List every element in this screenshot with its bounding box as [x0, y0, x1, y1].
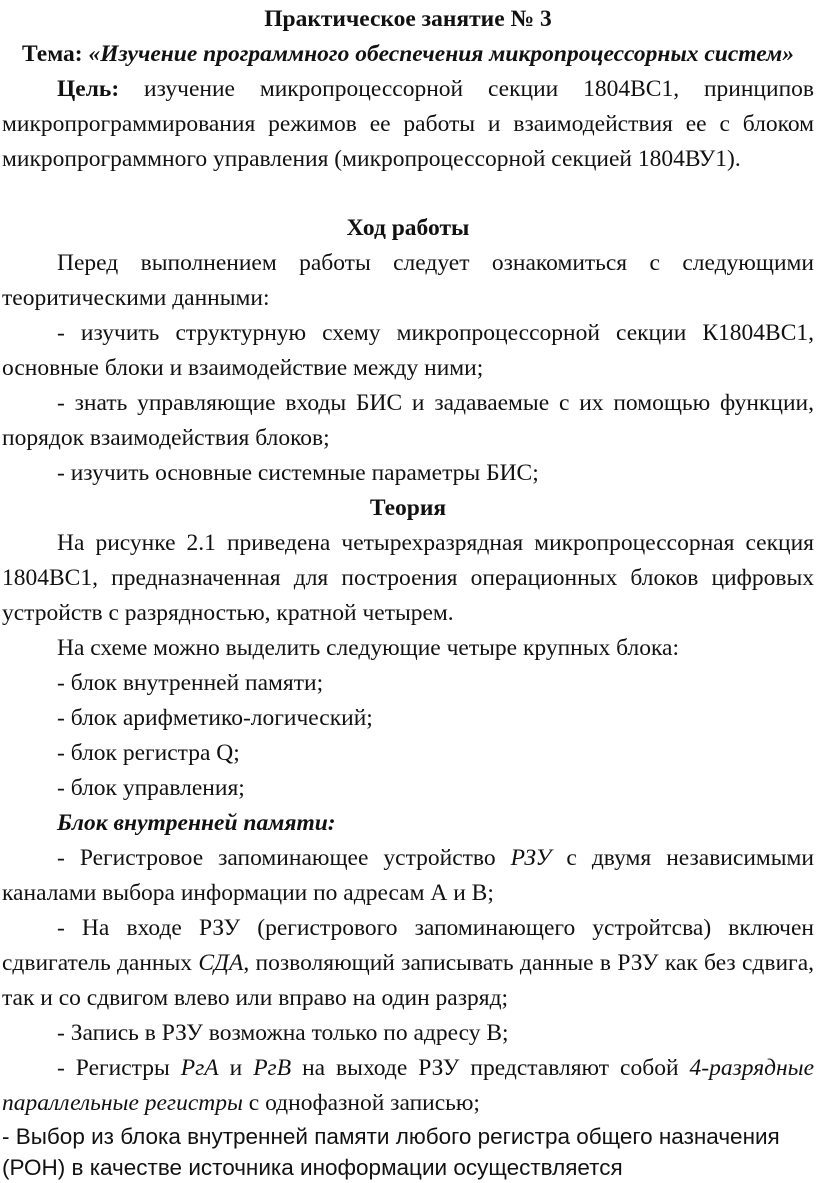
memory-text: на выходе РЗУ представляют собой: [291, 1055, 690, 1081]
memory-text: с однофазной записью;: [242, 1090, 480, 1116]
page-title: Практическое занятие № 3: [264, 6, 552, 32]
block-list-item: - блок регистра Q;: [57, 740, 240, 766]
memory-text: , позволяющий записывать данные в РЗУ как без сдвига, так и со сдвигом влево или вправо на один разряд;: [2, 950, 815, 1011]
theory-paragraph: На рисунке 2.1 приведена четырехразрядная микропроцессорная секция 1804ВС1, предназначенная для построения операционных блоков цифровых устройств с разрядностью, кратной четырем.: [2, 530, 814, 626]
memory-term: РгВ: [253, 1055, 292, 1081]
memory-heading: Блок внутренней памяти:: [57, 810, 336, 836]
memory-item-final: - Выбор из блока внутренней памяти любого регистра общего назначения (РОН) в качестве источника иноформации осуществляется: [2, 1124, 780, 1180]
memory-term: СДА: [198, 950, 244, 976]
memory-text: - Регистры: [57, 1055, 181, 1081]
memory-term: РЗУ: [510, 845, 552, 871]
memory-text: - На входе РЗУ (регистрового запоминающего устройтсва) включен сдвигатель данных: [2, 915, 814, 976]
workflow-item: - знать управляющие входы БИС и задаваемые с их помощью функции, порядок взаимодействия блоков;: [2, 390, 814, 451]
block-list-item: - блок арифметико-логический;: [57, 705, 373, 731]
workflow-heading: Ход работы: [346, 215, 470, 241]
workflow-intro: Перед выполнением работы следует ознакомиться с следующими теоритическими данными:: [2, 250, 814, 311]
memory-term: 4-разрядные параллельные регистры: [2, 1055, 815, 1116]
theory-heading: Теория: [369, 495, 447, 521]
goal-label: Цель:: [57, 76, 120, 102]
block-list-item: - блок управления;: [57, 775, 245, 801]
memory-text: - Регистровое запоминающее устройство: [57, 845, 511, 871]
memory-term: РгА: [180, 1055, 219, 1081]
memory-item: [2, 1051, 814, 1121]
goal-text: изучение микропроцессорной секции 1804ВС1, принципов микропрограммирования режимов ее работы и взаимодействия ее с блоком микропрограммного управления (микропроцессорной секцией 1804ВУ1).: [2, 76, 814, 172]
topic-label: Тема:: [22, 41, 83, 67]
topic-line: [2, 37, 814, 72]
memory-item: - Запись в РЗУ возможна только по адресу В;: [57, 1020, 509, 1046]
goal-paragraph: [2, 72, 814, 177]
memory-item: [2, 841, 814, 911]
workflow-item: - изучить основные системные параметры БИС;: [57, 460, 539, 486]
theory-paragraph: На схеме можно выделить следующие четыре крупных блока:: [57, 635, 680, 661]
memory-item: [2, 911, 814, 1016]
workflow-item: - изучить структурную схему микропроцессорной секции К1804ВС1, основные блоки и взаимодействие между ними;: [2, 320, 814, 381]
topic-text: «Изучение программного обеспечения микропроцессорных систем»: [88, 41, 794, 67]
spacer: [2, 177, 814, 211]
memory-text: и: [218, 1055, 254, 1081]
memory-text: с двумя независимыми каналами выбора информации по адресам А и В;: [2, 845, 814, 906]
block-list-item: - блок внутренней памяти;: [57, 670, 324, 696]
